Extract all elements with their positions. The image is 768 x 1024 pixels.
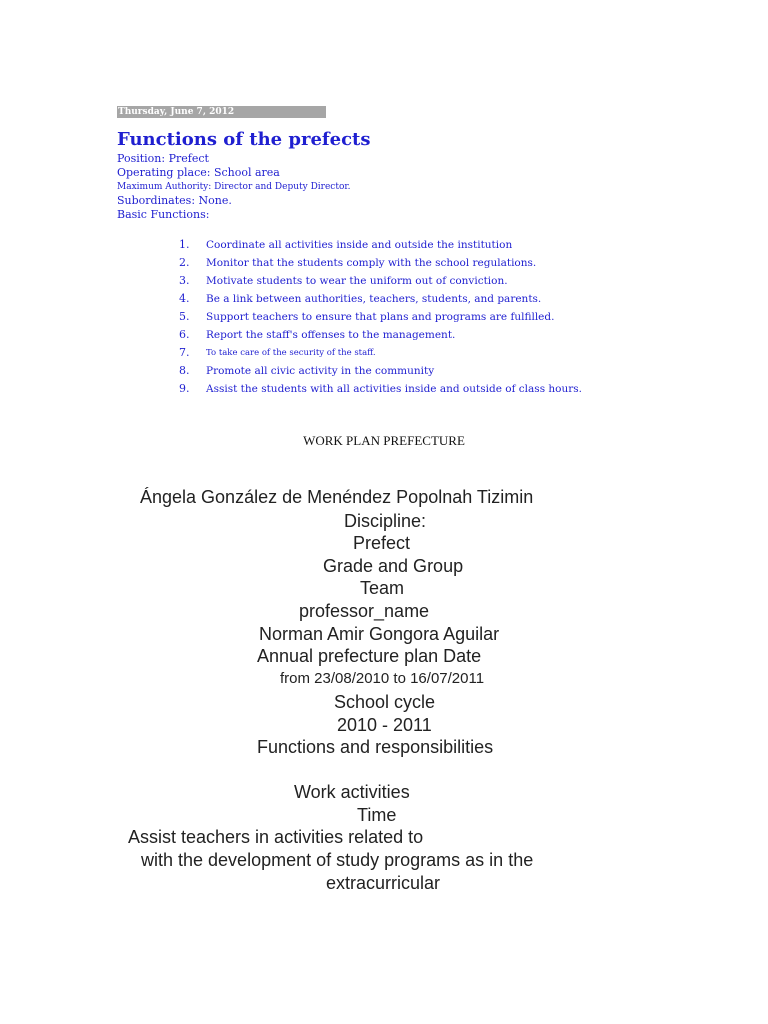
professor-value: Norman Amir Gongora Aguilar	[259, 624, 500, 644]
activity-line-3: extracurricular	[326, 873, 441, 893]
activity-line-2: with the development of study programs as in the	[141, 850, 534, 870]
list-text: Assist the students with all activities inside and outside of class hours.	[206, 383, 583, 395]
list-text: Coordinate all activities inside and outside the institution	[206, 239, 513, 251]
list-number: 5.	[179, 310, 190, 323]
list-text: Monitor that the students comply with the school regulations.	[206, 257, 537, 269]
list-text: To take care of the security of the staff.	[206, 348, 376, 358]
role-details	[117, 152, 351, 222]
school-cycle-value: 2010 - 2011	[337, 715, 432, 735]
discipline-value: Prefect	[353, 533, 411, 553]
list-number: 9.	[179, 382, 190, 395]
list-text: Be a link between authorities, teachers, students, and parents.	[206, 293, 542, 305]
list-text: Report the staff's offenses to the management.	[206, 329, 456, 341]
page-title: Functions of the prefects	[117, 129, 371, 150]
team-label: Team	[360, 578, 405, 598]
list-text: Motivate students to wear the uniform out of conviction.	[206, 275, 508, 287]
basic-functions-label: Basic Functions:	[117, 208, 210, 221]
list-number: 4.	[179, 292, 190, 305]
list-number: 2.	[179, 256, 190, 269]
maximum-authority-line: Maximum Authority: Director and Deputy Director.	[117, 182, 351, 192]
position-line: Position: Prefect	[117, 152, 209, 165]
author-name: Ángela González de Menéndez Popolnah Tizimin	[140, 487, 534, 507]
time-label: Time	[357, 805, 397, 825]
activity-line-1: Assist teachers in activities related to	[128, 827, 424, 847]
list-number: 6.	[179, 328, 190, 341]
date-range: from 23/08/2010 to 16/07/2011	[280, 670, 485, 687]
list-number: 3.	[179, 274, 190, 287]
annual-plan-label: Annual prefecture plan Date	[257, 646, 482, 666]
operating-place-line: Operating place: School area	[117, 166, 280, 179]
school-cycle-label: School cycle	[334, 692, 436, 712]
list-number: 8.	[179, 364, 190, 377]
list-number: 1.	[179, 238, 190, 251]
discipline-label: Discipline:	[344, 511, 427, 531]
date-header: Thursday, June 7, 2012	[117, 106, 326, 118]
list-number: 7.	[179, 346, 190, 359]
list-text: Promote all civic activity in the community	[206, 365, 435, 377]
professor-label: professor_name	[299, 601, 430, 621]
functions-responsibilities-label: Functions and responsibilities	[257, 737, 494, 757]
work-plan-heading: WORK PLAN PREFECTURE	[303, 433, 465, 448]
subordinates-line: Subordinates: None.	[117, 194, 232, 207]
work-activities-label: Work activities	[294, 782, 410, 802]
list-text: Support teachers to ensure that plans and programs are fulfilled.	[206, 311, 555, 323]
grade-group-label: Grade and Group	[323, 556, 464, 576]
